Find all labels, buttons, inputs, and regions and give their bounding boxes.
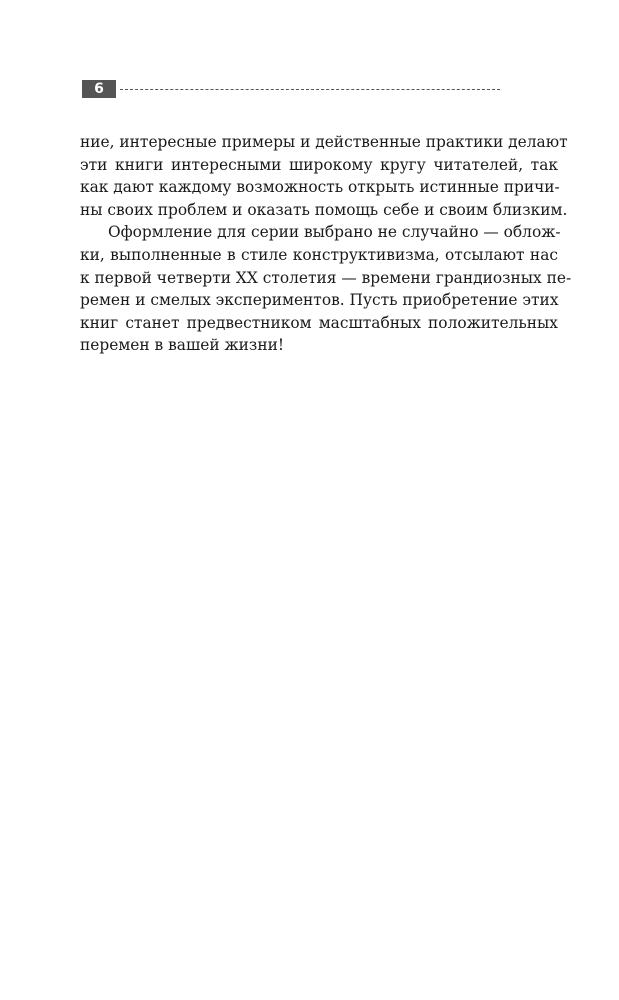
body-text bbox=[80, 131, 572, 357]
paragraph-2 bbox=[80, 221, 572, 357]
text-line: ние, интересные примеры и действенные практики делают bbox=[80, 133, 568, 151]
text-line: ремен и смелых экспериментов. Пусть приобретение этих bbox=[80, 291, 559, 310]
text-line: к первой четверти XX столетия — времени грандиозных пе- bbox=[80, 268, 572, 287]
page-number: 6 bbox=[82, 80, 116, 98]
text-line: Оформление для серии выбрано не случайно — облож- bbox=[108, 223, 561, 242]
text-line: ны своих проблем и оказать помощь себе и своим близким. bbox=[80, 200, 568, 219]
header-dashed-rule bbox=[120, 89, 500, 90]
paragraph-1 bbox=[80, 131, 568, 221]
running-header bbox=[82, 80, 502, 98]
text-line: как дают каждому возможность открыть истинные причи- bbox=[80, 178, 560, 197]
text-line: перемен в вашей жизни! bbox=[80, 336, 285, 355]
text-line: эти книги интересными широкому кругу читателей, так bbox=[80, 155, 558, 174]
text-line: книг станет предвестником масштабных положительных bbox=[80, 313, 558, 332]
text-line: ки, выполненные в стиле конструктивизма, отсылают нас bbox=[80, 245, 558, 264]
